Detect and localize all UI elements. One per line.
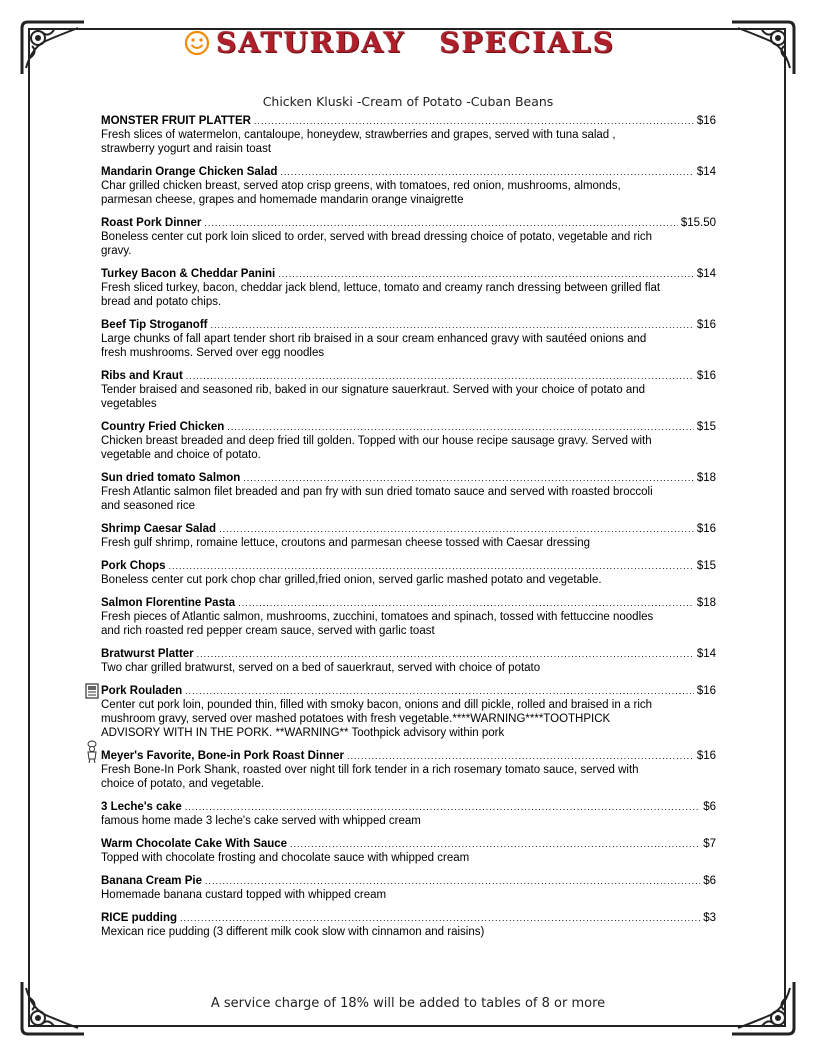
menu-item-header — [101, 801, 716, 814]
menu-item-price: $16 — [696, 685, 716, 697]
dot-leader — [185, 685, 694, 698]
menu-item — [101, 370, 716, 411]
menu-item-price: $16 — [696, 523, 716, 535]
dot-leader — [280, 166, 693, 179]
menu-item-price: $14 — [696, 268, 716, 280]
dot-leader — [169, 560, 694, 573]
menu-item-header — [101, 648, 716, 661]
menu-item-description: Large chunks of fall apart tender short rib braised in a sour cream enhanced gravy with sautéed onions and fresh mushrooms. Served over egg noodles — [101, 333, 647, 359]
menu-item-description: Center cut pork loin, pounded thin, filled with smoky bacon, onions and dill pickle, rolled and braised in a rich mushroom gravy, served over mashed potatoes with fresh vegetable.****WARNING****TOOTHPICK ADVISORY WITH IN THE PORK. **WARNING** Toothpick advisory within pork — [101, 699, 653, 739]
corner-ornament-top-right — [728, 18, 798, 78]
page-title: SATURDAY SPECIALS — [216, 26, 615, 59]
menu-item-name: Salmon Florentine Pasta — [101, 597, 236, 609]
menu-item-description: Topped with chocolate frosting and chocolate sauce with whipped cream — [101, 852, 470, 864]
menu-item-price: $6 — [703, 875, 716, 887]
menu-item — [101, 421, 716, 462]
menu-item-description: Boneless center cut pork chop char grilled,fried onion, served garlic mashed potato and vegetable. — [101, 574, 602, 586]
menu-item — [101, 217, 716, 258]
menu-item — [101, 115, 716, 156]
dot-leader — [278, 268, 694, 281]
menu-item — [101, 685, 716, 740]
menu-item-description: Fresh Bone-In Pork Shank, roasted over night till fork tender in a rich rosemary tomato sauce, served with choice of potato, and vegetable. — [101, 764, 639, 790]
menu-item-header — [101, 421, 716, 434]
menu-item-price: $16 — [696, 370, 716, 382]
menu-item-header — [101, 370, 716, 383]
dot-leader — [197, 648, 694, 661]
menu-item-description: Fresh gulf shrimp, romaine lettuce, croutons and parmesan cheese tossed with Caesar dressing — [101, 537, 590, 549]
menu-item-price: $6 — [703, 801, 716, 813]
menu-item — [101, 472, 716, 513]
menu-item-price: $14 — [696, 648, 716, 660]
menu-item — [101, 648, 716, 675]
chef-icon — [85, 740, 99, 764]
menu-item-name: Roast Pork Dinner — [101, 217, 202, 229]
menu-item-name: Ribs and Kraut — [101, 370, 183, 382]
dot-leader — [238, 597, 694, 610]
menu-item-name: Pork Chops — [101, 560, 166, 572]
menu-item-header — [101, 912, 716, 925]
menu-item-price: $15 — [696, 421, 716, 433]
menu-item-price: $16 — [696, 750, 716, 762]
dot-leader — [243, 472, 694, 485]
menu-item-name: 3 Leche's cake — [101, 801, 182, 813]
menu-item-name: Banana Cream Pie — [101, 875, 202, 887]
menu-item-name: Turkey Bacon & Cheddar Panini — [101, 268, 276, 280]
menu-item-description: famous home made 3 leche's cake served with whipped cream — [101, 815, 421, 827]
menu-item — [101, 523, 716, 550]
menu-item — [101, 597, 716, 638]
menu-item-description: Boneless center cut pork loin sliced to order, served with bread dressing choice of potato, vegetable and rich gravy. — [101, 231, 653, 257]
menu-item-price: $14 — [696, 166, 716, 178]
dot-leader — [254, 115, 694, 128]
menu-item-name: Warm Chocolate Cake With Sauce — [101, 838, 288, 850]
menu-item — [101, 801, 716, 828]
menu-item-header — [101, 523, 716, 536]
menu-item-header — [101, 472, 716, 485]
menu-item — [101, 319, 716, 360]
dot-leader — [347, 750, 694, 763]
menu-item-header — [101, 319, 716, 332]
dot-leader — [210, 319, 693, 332]
menu-item-price: $3 — [703, 912, 716, 924]
menu-item-description: Char grilled chicken breast, served atop crisp greens, with tomatoes, red onion, mushrooms, almonds, parmesan cheese, grapes and homemade mandarin orange vinaigrette — [101, 180, 621, 206]
menu-item — [101, 750, 716, 791]
menu-item-name: MONSTER FRUIT PLATTER — [101, 115, 251, 127]
menu-item-name: Bratwurst Platter — [101, 648, 194, 660]
menu-item-description: Fresh Atlantic salmon filet breaded and pan fry with sun dried tomato sauce and served with roasted broccoli and seasoned rice — [101, 486, 653, 512]
dot-leader — [204, 217, 677, 230]
menu-item-header — [101, 875, 716, 888]
menu-item-description: Chicken breast breaded and deep fried till golden. Topped with our house recipe sausage gravy. Served with vegetable and choice of potato. — [101, 435, 652, 461]
menu-item-name: Shrimp Caesar Salad — [101, 523, 217, 535]
menu-item — [101, 268, 716, 309]
menu-item-header — [101, 217, 716, 230]
soups-of-the-day: Chicken Kluski -Cream of Potato -Cuban Beans — [262, 94, 554, 109]
menu-item-header — [101, 597, 716, 610]
service-charge-note: A service charge of 18% will be added to tables of 8 or more — [210, 996, 606, 1011]
menu-item-name: Mandarin Orange Chicken Salad — [101, 166, 278, 178]
dot-leader — [180, 912, 700, 925]
menu-item-description: Homemade banana custard topped with whipped cream — [101, 889, 387, 901]
menu-item-price: $16 — [696, 115, 716, 127]
dot-leader — [185, 801, 700, 814]
menu-item-header — [101, 685, 716, 698]
dot-leader — [290, 838, 700, 851]
menu-item-price: $18 — [696, 597, 716, 609]
menu-item-header — [101, 166, 716, 179]
menu-item-description: Mexican rice pudding (3 different milk cook slow with cinnamon and raisins) — [101, 926, 485, 938]
menu-item-header — [101, 115, 716, 128]
menu-item-name: Meyer's Favorite, Bone-in Pork Roast Dinner — [101, 750, 345, 762]
menu-item-name: Country Fried Chicken — [101, 421, 225, 433]
menu-item-description: Fresh slices of watermelon, cantaloupe, honeydew, strawberries and grapes, served with tuna salad , strawberry yogurt and raisin toast — [101, 129, 616, 155]
menu-item-description: Two char grilled bratwurst, served on a bed of sauerkraut, served with choice of potato — [101, 662, 541, 674]
menu-item-price: $15 — [696, 560, 716, 572]
menu-item-price: $7 — [703, 838, 716, 850]
menu-item-description: Tender braised and seasoned rib, baked in our signature sauerkraut. Served with your choice of potato and vegetables — [101, 384, 646, 410]
menu-item — [101, 912, 716, 939]
menu-list — [101, 115, 716, 949]
menu-item-name: Pork Rouladen — [101, 685, 183, 697]
menu-item-name: RICE pudding — [101, 912, 178, 924]
dot-leader — [186, 370, 694, 383]
menu-item — [101, 838, 716, 865]
menu-item-header — [101, 750, 716, 763]
menu-item-header — [101, 268, 716, 281]
menu-item-price: $15.50 — [680, 217, 716, 229]
smiley-icon — [184, 30, 210, 56]
menu-item-price: $16 — [696, 319, 716, 331]
menu-item — [101, 875, 716, 902]
menu-item — [101, 166, 716, 207]
menu-item-price: $18 — [696, 472, 716, 484]
menu-item-description: Fresh sliced turkey, bacon, cheddar jack blend, lettuce, tomato and creamy ranch dressing between grilled flat bread and potato chips. — [101, 282, 661, 308]
menu-item-description: Fresh pieces of Atlantic salmon, mushrooms, zucchini, tomatoes and spinach, tossed with fettuccine noodles and rich roasted red pepper cream sauce, served with garlic toast — [101, 611, 654, 637]
menu-item-header — [101, 838, 716, 851]
menu-item-header — [101, 560, 716, 573]
menu-item — [101, 560, 716, 587]
dot-leader — [227, 421, 693, 434]
menu-item-name: Sun dried tomato Salmon — [101, 472, 241, 484]
dot-leader — [205, 875, 700, 888]
corner-ornament-top-left — [18, 18, 88, 78]
page-header — [184, 26, 615, 59]
menu-item-name: Beef Tip Stroganoff — [101, 319, 208, 331]
dot-leader — [219, 523, 694, 536]
menu-icon — [85, 683, 99, 699]
